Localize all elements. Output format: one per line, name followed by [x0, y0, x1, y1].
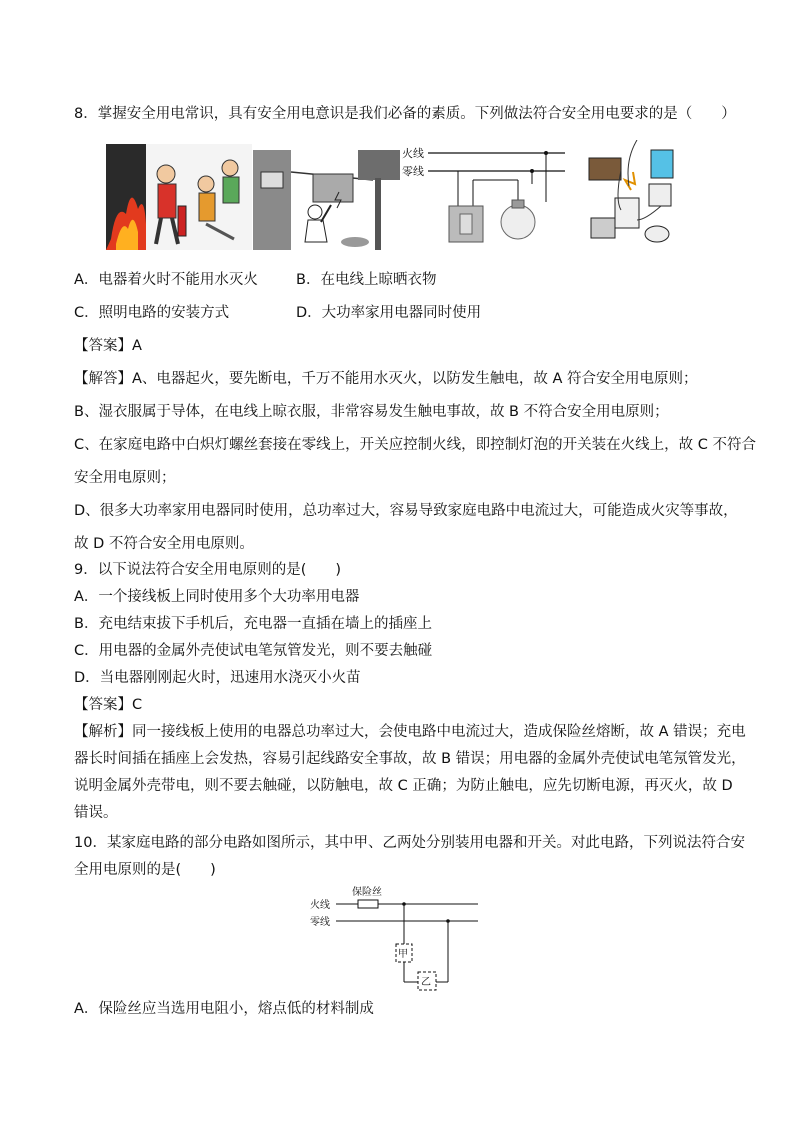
q8-explanation-4: 安全用电原则；: [74, 470, 176, 486]
q9-answer: 【答案】C: [74, 697, 143, 713]
q9-explanation-1: 【解析】同一接线板上使用的电器总功率过大，会使电路中电流过大，造成保险丝熔断，故 A 错误；充电: [74, 724, 746, 740]
neutral-wire-label: 零线: [310, 917, 330, 928]
live-wire-label: 火线: [310, 900, 330, 911]
q10-circuit-diagram: [310, 884, 482, 996]
q8-option-c: C．照明电路的安装方式: [74, 305, 230, 321]
q10-stem-1: 10．某家庭电路的部分电路如图所示，其中甲、乙两处分别装用电器和开关。对此电路，下列说法符合安: [74, 835, 745, 851]
q8-stem: 8．掌握安全用电常识，具有安全用电意识是我们必备的素质。下列做法符合安全用电要求的是（ ）: [74, 106, 736, 122]
fig-neutral-label: 零线: [402, 165, 424, 178]
q8-explanation-2: B、湿衣服属于导体，在电线上晾衣服，非常容易发生触电事故，故 B 不符合安全用电原则；: [74, 404, 669, 420]
q8-answer: 【答案】A: [74, 338, 142, 354]
q8-explanation-1: 【解答】A、电器起火，要先断电，千万不能用水灭火，以防发生触电，故 A 符合安全用电原则；: [74, 371, 698, 387]
q9-explanation-3: 说明金属外壳带电，则不要去触碰，以防触电，故 C 正确；为防止触电，应先切断电源，再灭火，故 D: [74, 778, 733, 794]
q8-explanation-6: 故 D 不符合安全用电原则。: [74, 536, 254, 552]
q10-stem-2: 全用电原则的是( ): [74, 862, 216, 878]
laundry-on-wire-illustration: [253, 150, 400, 250]
fire-illustration: [106, 144, 252, 250]
q8-option-b: B．在电线上晾晒衣物: [296, 272, 437, 288]
q9-explanation-2: 器长时间插在插座上会发热，容易引起线路安全事故，故 B 错误；用电器的金属外壳使试电笔氖管发光，: [74, 751, 746, 767]
q8-option-a: A．电器着火时不能用水灭火: [74, 272, 258, 288]
q9-stem: 9．以下说法符合安全用电原则的是( ): [74, 562, 342, 578]
q9-explanation-4: 错误。: [74, 805, 118, 821]
q8-option-d: D．大功率家用电器同时使用: [296, 305, 482, 321]
q9-option-a: A．一个接线板上同时使用多个大功率用电器: [74, 589, 360, 605]
q9-option-d: D．当电器刚刚起火时，迅速用水浇灭小火苗: [74, 670, 361, 686]
q8-explanation-3: C、在家庭电路中白炽灯螺丝套接在零线上，开关应控制火线，即控制灯泡的开关装在火线上，故 C 不符合: [74, 437, 756, 453]
q10-option-a: A．保险丝应当选用电阻小，熔点低的材料制成: [74, 1001, 374, 1017]
q9-option-c: C．用电器的金属外壳使试电笔氖管发光，则不要去触碰: [74, 643, 433, 659]
q8-explanation-5: D、很多大功率家用电器同时使用，总功率过大，容易导致家庭电路中电流过大，可能造成火灾等事故，: [74, 503, 738, 519]
q9-option-b: B．充电结束拔下手机后，充电器一直插在墙上的插座上: [74, 616, 432, 632]
box-jia-label: 甲: [398, 949, 408, 960]
fig-live-label: 火线: [402, 147, 424, 160]
box-yi-label: 乙: [421, 977, 431, 988]
lighting-circuit-illustration: [400, 144, 565, 250]
overloaded-socket-illustration: [585, 140, 685, 252]
fuse-label: 保险丝: [352, 887, 382, 898]
